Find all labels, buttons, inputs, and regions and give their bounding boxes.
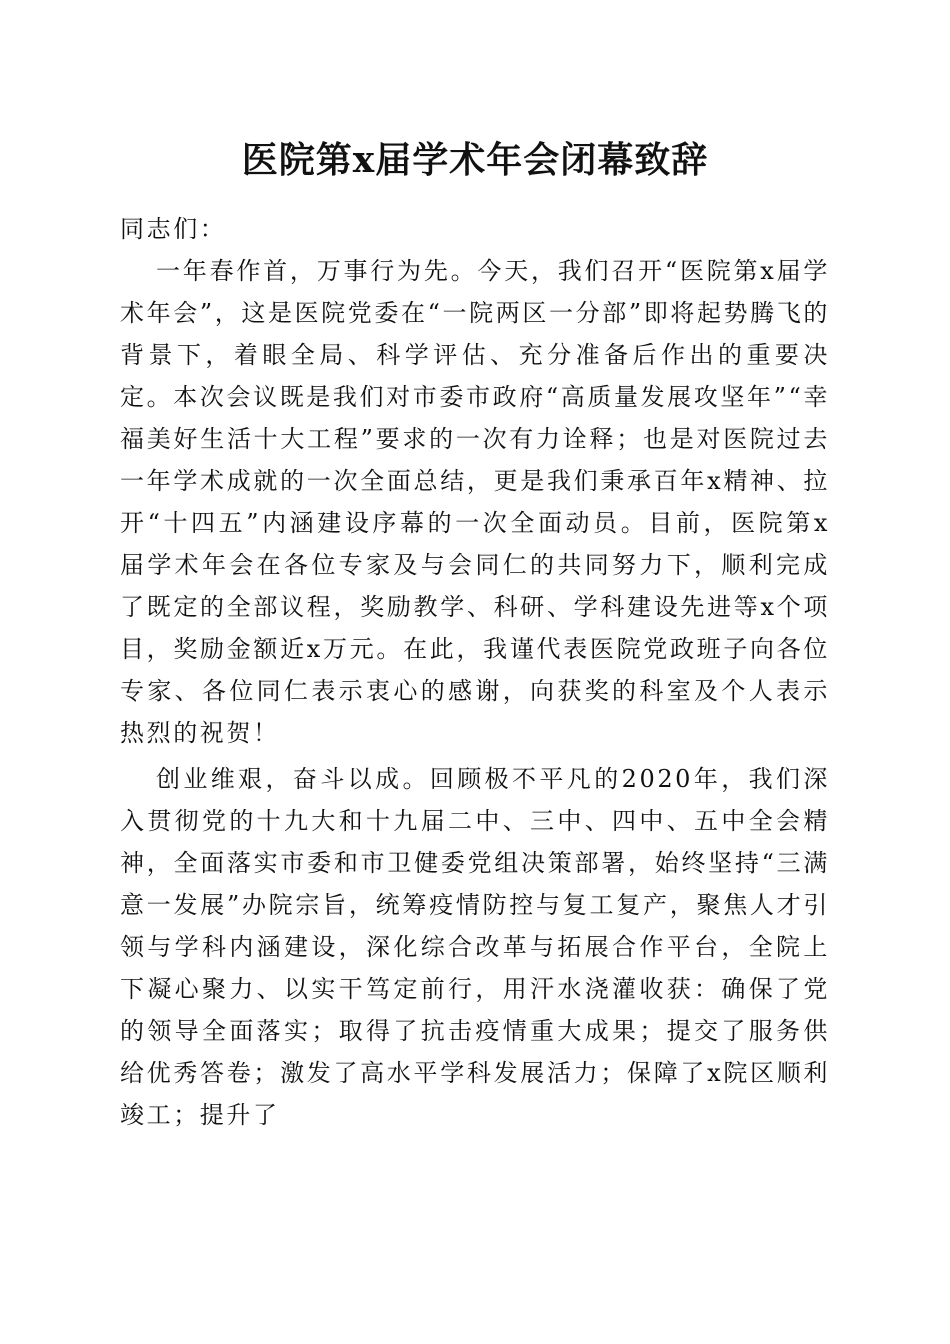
document-title: 医院第x届学术年会闭幕致辞 [241,139,709,181]
paragraph-1: 一年春作首，万事行为先。今天，我们召开“医院第x届学术年会”，这是医院党委在“一院两区一分部”即将起势腾飞的背景下，着眼全局、科学评估、充分准备后作出的重要决定。本次会议既是我们对市委市政府“高质量发展攻坚年”“幸福美好生活十大工程”要求的一次有力诠释；也是对医院过去一年学术成就的一次全面总结，更是我们秉承百年x精神、拉开“十四五”内涵建设序幕的一次全面动员。目前，医院第x届学术年会在各位专家及与会同仁的共同努力下，顺利完成了既定的全部议程，奖励教学、科研、学科建设先进等x个项目，奖励金额近x万元。在此，我谨代表医院党政班子向各位专家、各位同仁表示衷心的感谢，向获奖的科室及个人表示热烈的祝贺！ [120,257,830,747]
greeting-line: 同志们： [120,215,227,243]
paragraph-2: 创业维艰，奋斗以成。回顾极不平凡的2020年，我们深入贯彻党的十九大和十九届二中、三中、四中、五中全会精神，全面落实市委和市卫健委党组决策部署，始终坚持“三满意一发展”办院宗旨，统筹疫情防控与复工复产，聚焦人才引领与学科内涵建设，深化综合改革与拓展合作平台，全院上下凝心聚力、以实干笃定前行，用汗水浇灌收获：确保了党的领导全面落实；取得了抗击疫情重大成果；提交了服务供给优秀答卷；激发了高水平学科发展活力；保障了x院区顺利竣工；提升了 [120,765,830,1129]
document-body [120,208,830,1136]
